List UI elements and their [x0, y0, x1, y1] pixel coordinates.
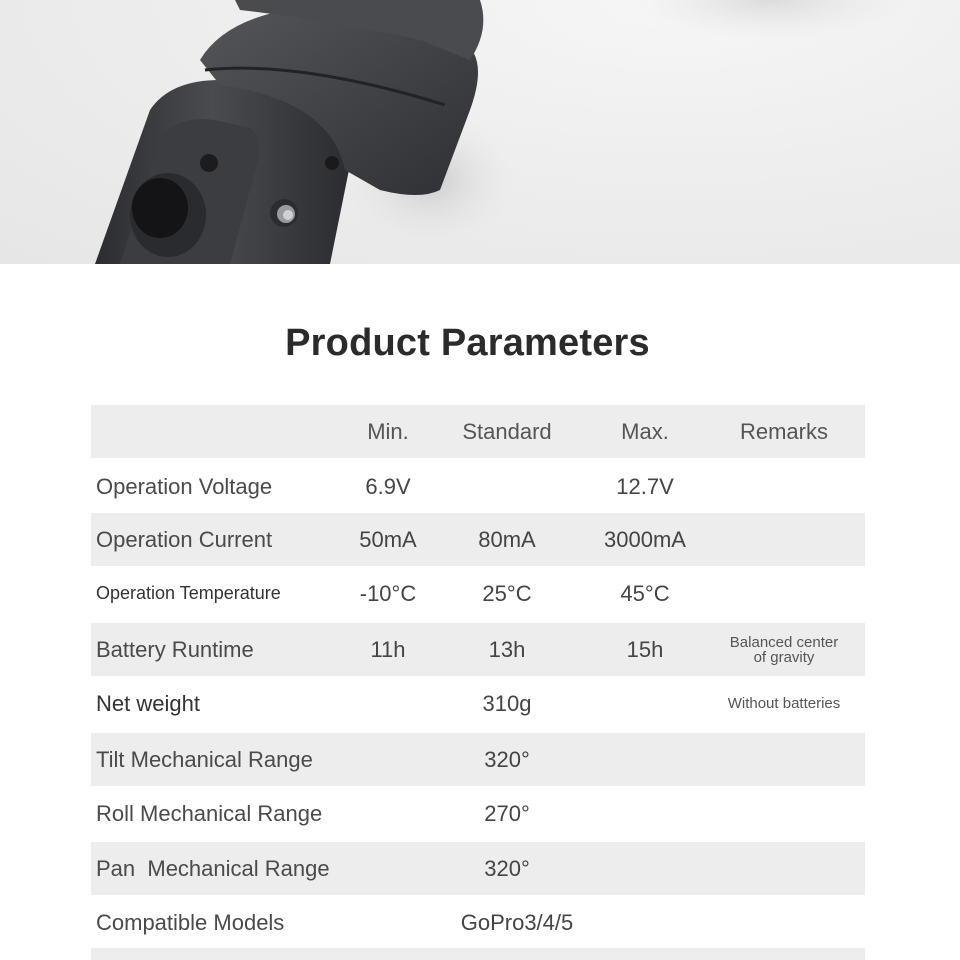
row-standard: 25°C	[482, 580, 532, 606]
row-remarks	[709, 567, 859, 620]
table-row	[91, 623, 865, 676]
row-min: 50mA	[359, 526, 417, 552]
table-row	[91, 460, 865, 513]
row-standard: GoPro3/4/5	[460, 909, 574, 935]
table-row	[91, 896, 865, 949]
row-max: 12.7V	[616, 473, 674, 499]
table-row	[91, 567, 865, 620]
row-label: Net weight	[96, 690, 200, 716]
row-min: 11h	[370, 636, 406, 662]
table-header-row	[91, 405, 865, 458]
table-row	[91, 513, 865, 566]
row-label: Pan Mechanical Range	[96, 855, 330, 881]
row-label: Operation Current	[96, 526, 273, 552]
header-max: Max.	[621, 418, 669, 444]
row-min: -10°C	[359, 580, 417, 606]
page-title: Product Parameters	[285, 322, 650, 364]
row-label: Operation Voltage	[96, 473, 273, 499]
row-remarks: Without batteries	[727, 695, 841, 712]
header-min: Min.	[367, 418, 409, 444]
row-max: 15h	[626, 636, 664, 662]
row-label: Roll Mechanical Range	[96, 800, 323, 826]
row-standard	[453, 460, 561, 513]
row-remarks	[709, 460, 859, 513]
row-max: 3000mA	[604, 526, 686, 552]
row-remarks	[709, 513, 859, 566]
row-standard: 320°	[484, 746, 530, 772]
row-standard: 320°	[484, 855, 530, 881]
table-row	[91, 842, 865, 895]
row-label: Tilt Mechanical Range	[96, 746, 313, 772]
row-standard: 13h	[488, 636, 526, 662]
table-row	[91, 677, 865, 730]
table-row	[91, 733, 865, 786]
row-max: 45°C	[620, 580, 670, 606]
row-min: 6.9V	[365, 473, 411, 499]
row-standard: 270°	[484, 800, 530, 826]
row-standard: 310g	[482, 690, 532, 716]
table-row-partial	[91, 948, 865, 960]
table-row	[91, 787, 865, 840]
product-photo	[0, 0, 960, 264]
row-label: Compatible Models	[96, 909, 285, 935]
row-remarks: Balanced center of gravity	[729, 633, 839, 666]
header-remarks: Remarks	[739, 419, 828, 444]
row-standard: 80mA	[478, 526, 536, 552]
row-label: Battery Runtime	[96, 636, 254, 662]
gimbal-handle-illustration	[0, 0, 960, 264]
row-label: Operation Temperature	[96, 583, 281, 603]
header-standard: Standard	[462, 418, 552, 444]
